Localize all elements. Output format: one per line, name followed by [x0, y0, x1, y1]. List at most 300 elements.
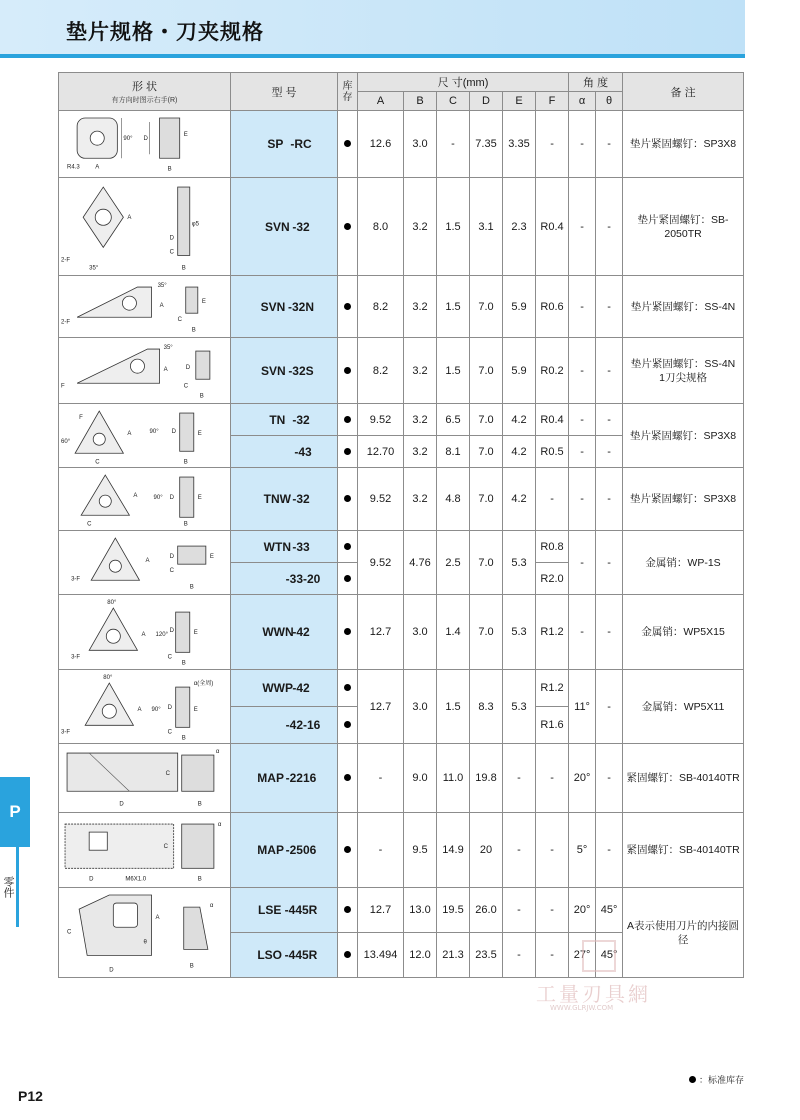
diagram-wwp — [59, 670, 231, 744]
model-prefix: SP — [267, 137, 284, 151]
cell-f: R0.6 — [536, 276, 569, 338]
model-suffix: -32 — [292, 412, 310, 427]
cell-note: A表示使用刀片的内接圆径 — [623, 888, 744, 978]
header-model: 型 号 — [231, 73, 338, 111]
stock-cell — [338, 707, 358, 744]
cell-theta: - — [596, 813, 623, 888]
stock-dot — [344, 140, 351, 147]
stock-dot — [344, 367, 351, 374]
stock-dot — [344, 846, 351, 853]
diagram-wtn — [59, 531, 231, 595]
ls-diagram-svg — [59, 889, 230, 976]
label-d: D — [167, 705, 172, 712]
table-row — [59, 276, 744, 338]
label-c: C — [183, 383, 189, 390]
model-prefix: LSE — [257, 903, 282, 917]
model-prefix: MAP — [257, 771, 284, 785]
label-d: D — [169, 628, 175, 635]
cell-d: 7.0 — [470, 276, 503, 338]
cell-b: 3.2 — [404, 276, 437, 338]
label-b: B — [181, 265, 186, 272]
label-2f: 2-F — [61, 257, 71, 264]
stock-dot — [344, 495, 351, 502]
cell-theta: - — [596, 436, 623, 468]
model-prefix: SVN — [260, 299, 286, 314]
stock-cell — [338, 404, 358, 436]
cell-alpha: - — [569, 276, 596, 338]
model-suffix: -445R — [284, 903, 318, 917]
cell-c: 4.8 — [437, 468, 470, 531]
cell-f: R0.4 — [536, 404, 569, 436]
label-alpha: α — [209, 903, 214, 910]
label-3f: 3-F — [61, 729, 71, 736]
cell-c: 1.5 — [437, 670, 470, 744]
cell-a: 13.494 — [358, 933, 404, 978]
cell-a: 9.52 — [358, 404, 404, 436]
label-60: 60° — [61, 439, 71, 446]
cell-c: 1.5 — [437, 178, 470, 276]
stock-dot — [344, 448, 351, 455]
label-a: A — [163, 367, 168, 374]
cell-f: R1.6 — [536, 707, 569, 744]
sp-diagram-svg — [59, 112, 230, 175]
cell-theta: 45° — [596, 888, 623, 933]
cell-theta: - — [596, 531, 623, 595]
cell-c: 14.9 — [437, 813, 470, 888]
cell-b: 3.2 — [404, 178, 437, 276]
label-a: A — [127, 431, 132, 438]
header-col-b: B — [404, 92, 437, 111]
cell-a: 9.52 — [358, 531, 404, 595]
cell-theta: - — [596, 338, 623, 404]
tnw-diagram-svg — [59, 469, 230, 528]
tn-diagram-svg — [59, 405, 230, 465]
label-b: B — [181, 735, 186, 742]
diagram-svn-s — [59, 338, 231, 404]
model-prefix: SVN — [264, 219, 290, 234]
note-line: 1刀尖规格 — [659, 371, 707, 384]
cell-b: 9.5 — [404, 813, 437, 888]
label-c: C — [169, 249, 175, 256]
label-b: B — [197, 876, 202, 883]
legend-text: ：标准库存 — [698, 1075, 744, 1085]
diagram-wwn — [59, 595, 231, 670]
cell-b: 3.0 — [404, 595, 437, 670]
stock-dot — [344, 223, 351, 230]
cell-b: 4.76 — [404, 531, 437, 595]
label-d: D — [171, 429, 177, 436]
cell-a: 12.7 — [358, 595, 404, 670]
cell-b: 3.2 — [404, 436, 437, 468]
cell-alpha: - — [569, 404, 596, 436]
cell-f: - — [536, 744, 569, 813]
cell-d: 7.0 — [470, 404, 503, 436]
table-row — [59, 111, 744, 178]
cell-theta: - — [596, 468, 623, 531]
cell-a: 12.6 — [358, 111, 404, 178]
label-c: C — [163, 844, 168, 851]
model-suffix: -42 — [292, 625, 310, 639]
map-2216-diagram-svg — [59, 745, 230, 810]
header-shape-label: 形 状 — [131, 81, 158, 93]
table-row — [59, 744, 744, 813]
label-f: F — [61, 383, 65, 390]
stock-cell — [338, 111, 358, 178]
cell-b: 9.0 — [404, 744, 437, 813]
cell-theta: - — [596, 404, 623, 436]
cell-a: 8.0 — [358, 178, 404, 276]
header-shape-note: 有方向时图示右手(R) — [111, 97, 178, 104]
note-line: 垫片紧固螺钉：SS-4N — [630, 357, 736, 370]
wwp-diagram-svg — [59, 671, 230, 741]
label-c: C — [177, 317, 183, 324]
model-suffix: -RC — [290, 137, 312, 151]
cell-note: 垫片紧固螺钉：SP3X8 — [623, 111, 744, 178]
label-d: D — [119, 801, 124, 808]
model-cell — [231, 888, 338, 933]
model-suffix: -2216 — [285, 771, 317, 785]
cell-f: R1.2 — [536, 670, 569, 707]
cell-d: 19.8 — [470, 744, 503, 813]
label-80: 80° — [107, 600, 117, 607]
cell-e: 4.2 — [503, 404, 536, 436]
cell-d: 26.0 — [470, 888, 503, 933]
header-col-alpha: α — [569, 92, 596, 111]
label-a: A — [141, 632, 146, 639]
stock-cell — [338, 468, 358, 531]
stock-legend — [689, 1073, 744, 1086]
diagram-svn — [59, 178, 231, 276]
stock-dot — [344, 951, 351, 958]
label-c: C — [167, 729, 172, 736]
stock-cell — [338, 744, 358, 813]
cell-d: 7.35 — [470, 111, 503, 178]
label-alpha-full: α(全周) — [193, 681, 214, 688]
cell-f: R1.2 — [536, 595, 569, 670]
cell-alpha: 11° — [569, 670, 596, 744]
cell-f: - — [536, 888, 569, 933]
cell-a: - — [358, 813, 404, 888]
cell-alpha: 20° — [569, 888, 596, 933]
label-b: B — [189, 963, 194, 970]
label-b: B — [199, 393, 204, 400]
label-d: D — [109, 967, 114, 974]
label-e: E — [193, 707, 198, 714]
table-row — [59, 178, 744, 276]
label-a: A — [145, 558, 150, 565]
title-bar — [0, 0, 745, 58]
label-alpha: α — [215, 749, 220, 756]
stock-cell — [338, 338, 358, 404]
cell-f: R0.4 — [536, 178, 569, 276]
watermark-logo-icon — [582, 940, 616, 972]
cell-d: 7.0 — [470, 338, 503, 404]
label-120: 120° — [155, 632, 169, 639]
stock-cell — [338, 933, 358, 978]
model-suffix: -32 — [292, 219, 310, 234]
label-b: B — [183, 459, 188, 466]
stock-cell — [338, 563, 358, 595]
label-d: D — [89, 876, 94, 883]
cell-c: 1.5 — [437, 276, 470, 338]
cell-c: - — [437, 111, 470, 178]
cell-d: 7.0 — [470, 595, 503, 670]
map-2506-diagram-svg — [59, 814, 230, 885]
label-d: D — [169, 495, 175, 502]
side-tab — [0, 777, 30, 927]
label-b: B — [181, 660, 186, 667]
label-e: E — [201, 299, 206, 306]
cell-c: 1.5 — [437, 338, 470, 404]
label-c: C — [169, 568, 175, 575]
diagram-sp — [59, 111, 231, 178]
label-c: C — [167, 654, 172, 661]
cell-b: 3.2 — [404, 404, 437, 436]
cell-f: R0.5 — [536, 436, 569, 468]
label-a: A — [155, 915, 160, 922]
cell-e: - — [503, 744, 536, 813]
cell-f: - — [536, 813, 569, 888]
cell-theta: - — [596, 744, 623, 813]
cell-f: - — [536, 111, 569, 178]
table-row — [59, 338, 744, 404]
cell-e: 5.9 — [503, 338, 536, 404]
cell-a: 12.7 — [358, 888, 404, 933]
model-suffix: -43 — [294, 444, 312, 459]
cell-c: 6.5 — [437, 404, 470, 436]
cell-alpha: 20° — [569, 744, 596, 813]
stock-dot — [344, 303, 351, 310]
stock-dot — [344, 543, 351, 550]
cell-e: 3.35 — [503, 111, 536, 178]
table-row — [59, 813, 744, 888]
cell-f: R0.8 — [536, 531, 569, 563]
cell-b: 3.2 — [404, 338, 437, 404]
cell-d: 20 — [470, 813, 503, 888]
cell-alpha: - — [569, 436, 596, 468]
cell-note: 垫片紧固螺钉：SP3X8 — [623, 404, 744, 468]
cell-theta: - — [596, 595, 623, 670]
label-a: A — [127, 215, 132, 222]
model-prefix: WWP — [262, 681, 293, 695]
legend-dot-icon — [689, 1076, 696, 1083]
label-c: C — [87, 521, 92, 528]
cell-alpha: 5° — [569, 813, 596, 888]
cell-theta: - — [596, 670, 623, 744]
label-a: A — [137, 707, 142, 714]
model-cell — [231, 276, 338, 338]
header-col-a: A — [358, 92, 404, 111]
cell-alpha: 27° — [569, 933, 596, 978]
model-cell — [231, 670, 338, 707]
cell-b: 13.0 — [404, 888, 437, 933]
label-35: 35° — [163, 345, 173, 352]
cell-d: 23.5 — [470, 933, 503, 978]
label-a: A — [95, 164, 100, 171]
cell-note: 紧固螺钉：SB-40140TR — [623, 744, 744, 813]
cell-e: 5.3 — [503, 595, 536, 670]
table-row — [59, 468, 744, 531]
diagram-map-2506 — [59, 813, 231, 888]
cell-theta: 45° — [596, 933, 623, 978]
model-prefix: LSO — [257, 948, 282, 962]
cell-f: R0.2 — [536, 338, 569, 404]
model-suffix: -2506 — [285, 843, 317, 857]
cell-note: 垫片紧固螺钉：SS-4N — [623, 276, 744, 338]
cell-note: 金属销：WP-1S — [623, 531, 744, 595]
label-35: 35° — [157, 283, 167, 290]
model-cell — [231, 813, 338, 888]
stock-cell — [338, 670, 358, 707]
stock-dot — [344, 628, 351, 635]
label-phi5: φ5 — [191, 221, 200, 228]
model-cell — [231, 595, 338, 670]
label-90: 90° — [123, 136, 133, 143]
cell-e: - — [503, 933, 536, 978]
label-e: E — [193, 630, 198, 637]
diagram-map-2216 — [59, 744, 231, 813]
cell-d: 3.1 — [470, 178, 503, 276]
table-row — [59, 888, 744, 933]
label-theta: θ — [143, 939, 147, 946]
cell-f: - — [536, 933, 569, 978]
model-prefix: TN — [269, 412, 286, 427]
model-suffix: -32N — [287, 299, 314, 314]
cell-e: 5.3 — [503, 670, 536, 744]
table-row — [59, 404, 744, 436]
cell-c: 19.5 — [437, 888, 470, 933]
label-b: B — [191, 327, 196, 334]
label-2f: 2-F — [61, 319, 71, 326]
cell-theta: - — [596, 276, 623, 338]
table-row — [59, 595, 744, 670]
cell-c: 1.4 — [437, 595, 470, 670]
label-m6: M6X1.0 — [125, 876, 147, 883]
cell-c: 11.0 — [437, 744, 470, 813]
cell-alpha: - — [569, 338, 596, 404]
model-cell — [231, 531, 338, 563]
cell-alpha: - — [569, 111, 596, 178]
model-cell — [231, 404, 338, 436]
cell-e: 5.9 — [503, 276, 536, 338]
cell-d: 8.3 — [470, 670, 503, 744]
label-a: A — [159, 303, 164, 310]
label-e: E — [183, 132, 188, 139]
label-b: B — [167, 166, 172, 173]
model-prefix: WTN — [263, 539, 291, 554]
cell-f: R2.0 — [536, 563, 569, 595]
cell-a: 8.2 — [358, 276, 404, 338]
spec-table — [58, 72, 744, 978]
wtn-diagram-svg — [59, 532, 230, 592]
model-suffix: -33 — [292, 539, 310, 554]
label-c: C — [67, 929, 72, 936]
label-b: B — [183, 521, 188, 528]
header-col-e: E — [503, 92, 536, 111]
table-row — [59, 531, 744, 563]
label-c: C — [165, 771, 170, 778]
title-accent-line — [0, 54, 745, 58]
label-90: 90° — [151, 707, 161, 714]
stock-dot — [344, 575, 351, 582]
stock-cell — [338, 276, 358, 338]
cell-e: 4.2 — [503, 436, 536, 468]
cell-e: - — [503, 888, 536, 933]
cell-b: 12.0 — [404, 933, 437, 978]
label-r43: R4.3 — [67, 164, 80, 171]
cell-a: 12.70 — [358, 436, 404, 468]
stock-dot — [344, 684, 351, 691]
cell-e: 2.3 — [503, 178, 536, 276]
label-3f: 3-F — [71, 654, 81, 661]
cell-d: 7.0 — [470, 531, 503, 595]
stock-dot — [344, 774, 351, 781]
model-cell — [231, 338, 338, 404]
stock-cell — [338, 595, 358, 670]
cell-a: 9.52 — [358, 468, 404, 531]
model-suffix: -33-20 — [285, 571, 321, 586]
label-d: D — [169, 235, 175, 242]
stock-cell — [338, 531, 358, 563]
cell-note: 垫片紧固螺钉：SB-2050TR — [623, 178, 744, 276]
svn-diagram-svg — [59, 179, 230, 274]
model-suffix: -42-16 — [285, 718, 321, 732]
label-80: 80° — [103, 675, 113, 682]
cell-alpha: - — [569, 531, 596, 595]
wwn-diagram-svg — [59, 596, 230, 667]
cell-f: - — [536, 468, 569, 531]
side-tab-letter: P — [0, 777, 30, 847]
cell-d: 7.0 — [470, 436, 503, 468]
model-suffix: -445R — [284, 948, 318, 962]
label-d: D — [185, 365, 191, 372]
stock-dot — [344, 721, 351, 728]
cell-b: 3.0 — [404, 111, 437, 178]
cell-note: 紧固螺钉：SB-40140TR — [623, 813, 744, 888]
cell-alpha: - — [569, 178, 596, 276]
page-title: 垫片规格・刀夹规格 — [66, 20, 264, 44]
header-col-c: C — [437, 92, 470, 111]
page-number: P12 — [18, 1088, 43, 1104]
header-col-f: F — [536, 92, 569, 111]
watermark — [536, 940, 676, 1020]
cell-note: 金属销：WP5X15 — [623, 595, 744, 670]
cell-alpha: - — [569, 468, 596, 531]
cell-d: 7.0 — [470, 468, 503, 531]
model-suffix: -32S — [288, 363, 314, 378]
header-remarks: 备 注 — [623, 73, 744, 111]
header-col-d: D — [470, 92, 503, 111]
watermark-text: 工量刃具網 — [536, 982, 651, 1006]
stock-cell — [338, 888, 358, 933]
label-90: 90° — [153, 495, 163, 502]
cell-a: 8.2 — [358, 338, 404, 404]
cell-c: 8.1 — [437, 436, 470, 468]
cell-note: 金属销：WP5X11 — [623, 670, 744, 744]
label-alpha: α — [217, 822, 222, 829]
label-e: E — [197, 495, 202, 502]
cell-theta: - — [596, 178, 623, 276]
label-3f: 3-F — [71, 576, 81, 583]
cell-alpha: - — [569, 595, 596, 670]
side-tab-label: 零件 — [0, 847, 19, 927]
header-angle: 角 度 — [569, 73, 623, 92]
label-90: 90° — [149, 429, 159, 436]
label-d: D — [143, 136, 148, 143]
header-col-theta: θ — [596, 92, 623, 111]
cell-theta: - — [596, 111, 623, 178]
model-cell — [231, 933, 338, 978]
